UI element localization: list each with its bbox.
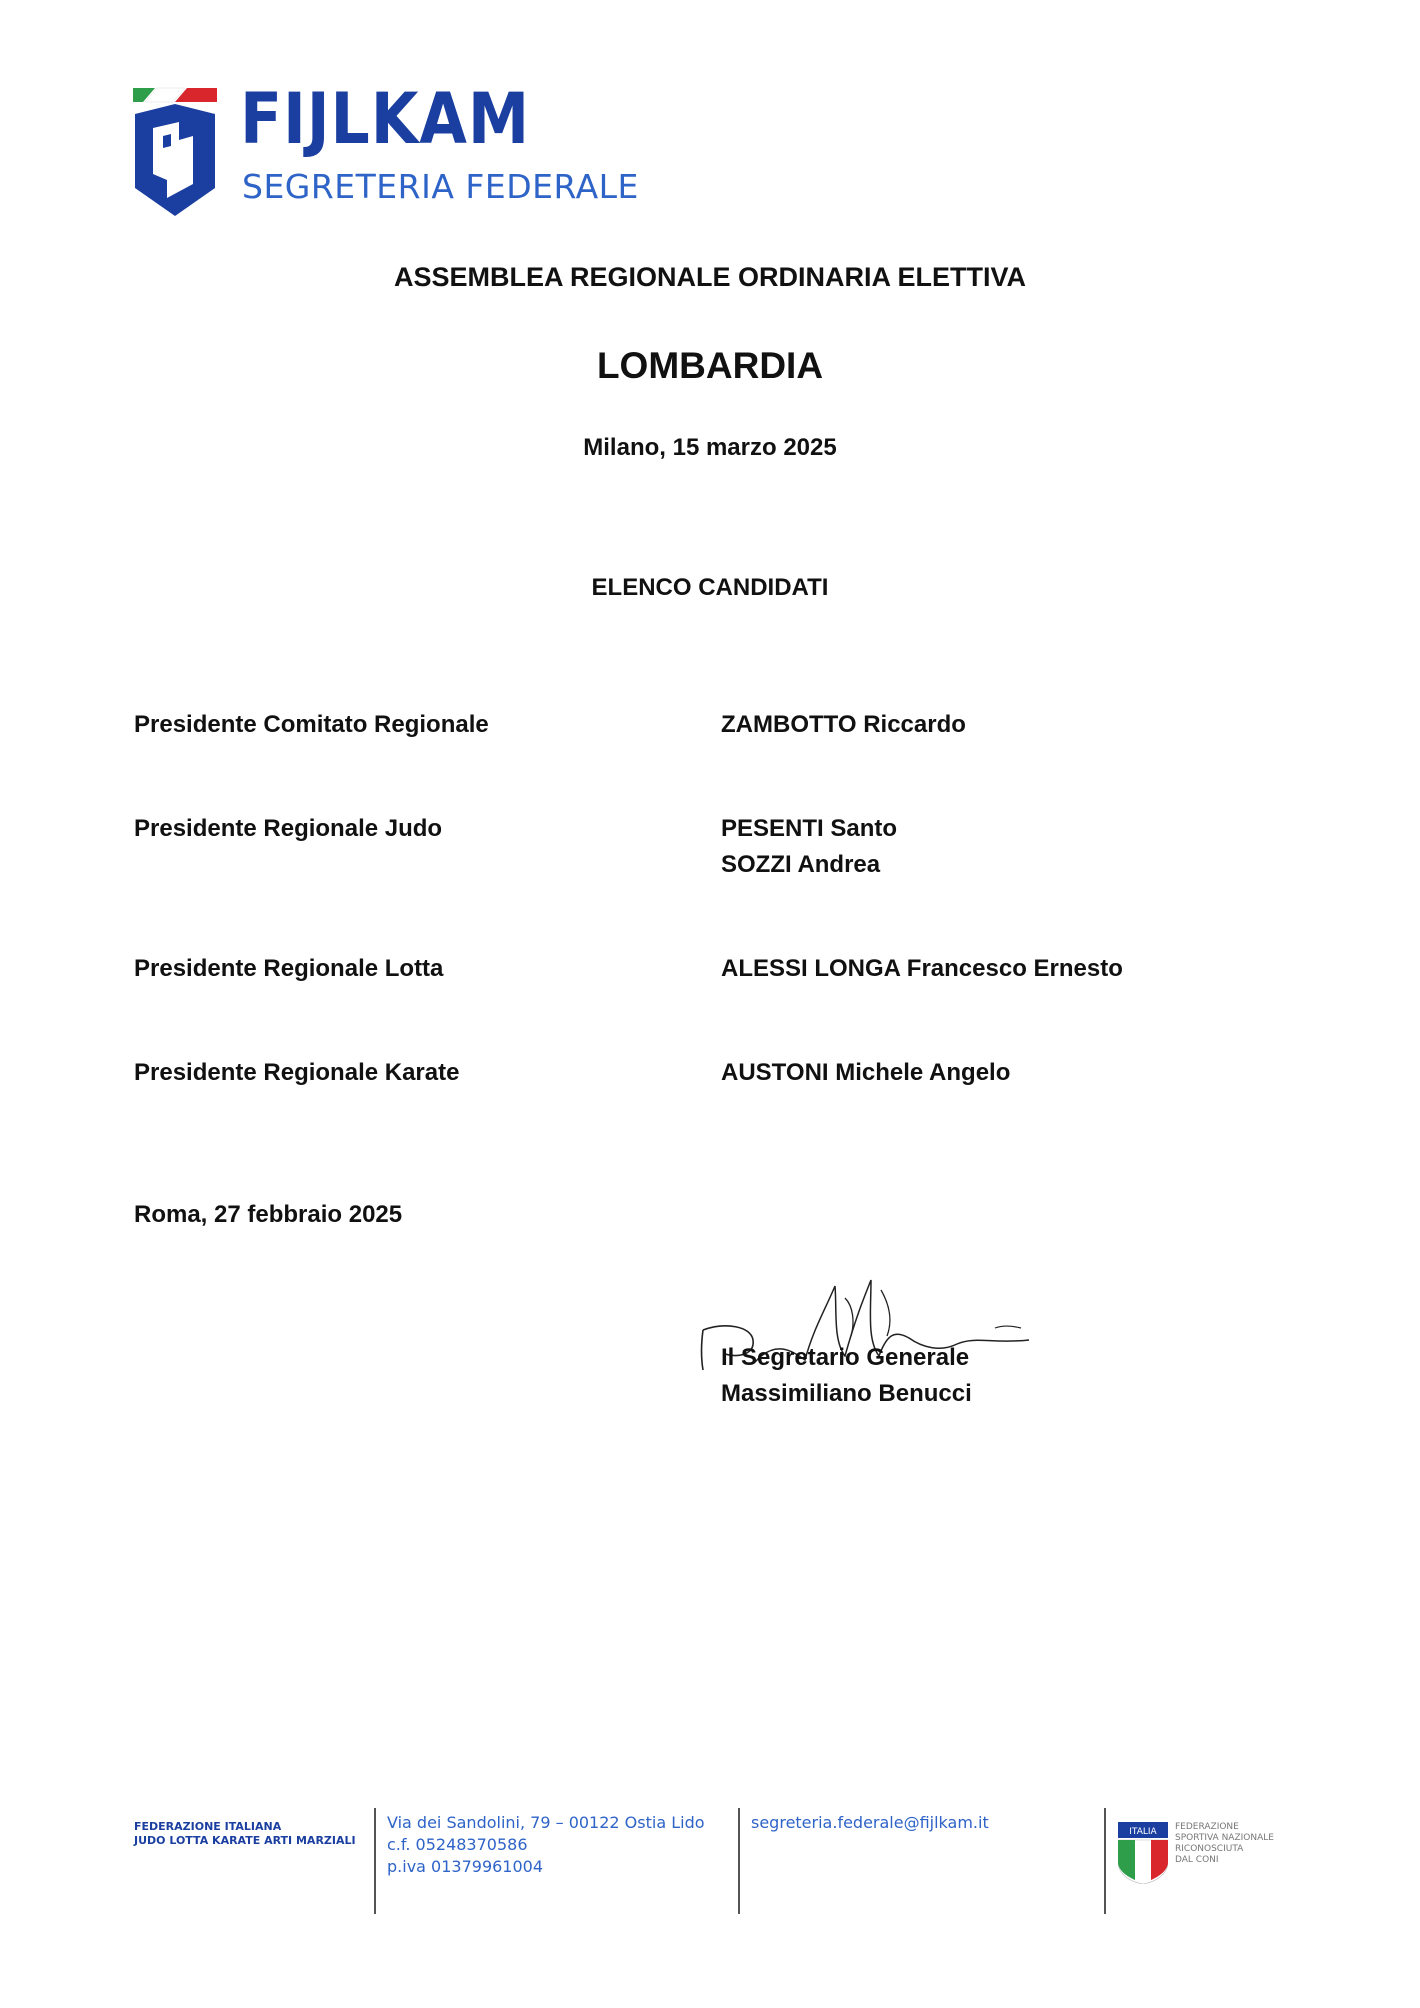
candidate-role: Presidente Regionale Karate [134,1059,460,1086]
coni-line: FEDERAZIONE [1175,1822,1239,1832]
candidate-names [721,707,966,743]
signed-place-date: Roma, 27 febbraio 2025 [134,1201,403,1228]
footer-divider [374,1808,376,1914]
coni-line: SPORTIVA NAZIONALE [1175,1833,1274,1843]
candidate-names [721,811,897,883]
vat-number: p.iva 01379961004 [387,1857,544,1876]
candidate-name: ZAMBOTTO Riccardo [721,711,966,738]
candidate-name: SOZZI Andrea [721,851,881,878]
federation-line: JUDO LOTTA KARATE ARTI MARZIALI [134,1834,356,1847]
address-line: Via dei Sandolini, 79 – 00122 Ostia Lido [387,1813,705,1832]
region-title: LOMBARDIA [596,345,824,386]
candidate-name: PESENTI Santo [721,815,898,842]
candidate-name: ALESSI LONGA Francesco Ernesto [721,955,1123,982]
candidate-role: Presidente Comitato Regionale [134,711,489,738]
candidate-name: AUSTONI Michele Angelo [721,1059,1011,1086]
footer-address [387,1812,705,1878]
brand-subtitle: SEGRETERIA FEDERALE [242,167,639,206]
footer-divider [738,1808,740,1914]
footer-divider [1104,1808,1106,1914]
coni-badge-text: ITALIA [1129,1827,1157,1837]
coni-line: DAL CONI [1175,1855,1219,1865]
candidate-names [721,951,1123,987]
candidate-role: Presidente Regionale Judo [134,815,443,842]
federation-name [134,1820,356,1848]
brand-name: FIJLKAM [240,78,531,160]
footer-email[interactable]: segreteria.federale@fijlkam.it [751,1813,989,1832]
signatory-title: Il Segretario Generale [721,1344,970,1371]
list-title: ELENCO CANDIDATI [591,574,829,601]
coni-recognition-text [1175,1822,1274,1866]
fijlkam-logo-icon [133,84,217,218]
candidate-role: Presidente Regionale Lotta [134,955,444,982]
signatory-name: Massimiliano Benucci [721,1380,972,1407]
assembly-title: ASSEMBLEA REGIONALE ORDINARIA ELETTIVA [393,262,1027,292]
candidate-names [721,1055,1010,1091]
event-date: Milano, 15 marzo 2025 [583,434,837,461]
federation-line: FEDERAZIONE ITALIANA [134,1820,282,1833]
coni-shield-icon [1118,1822,1168,1884]
coni-line: RICONOSCIUTA [1175,1844,1244,1854]
tax-code: c.f. 05248370586 [387,1835,528,1854]
